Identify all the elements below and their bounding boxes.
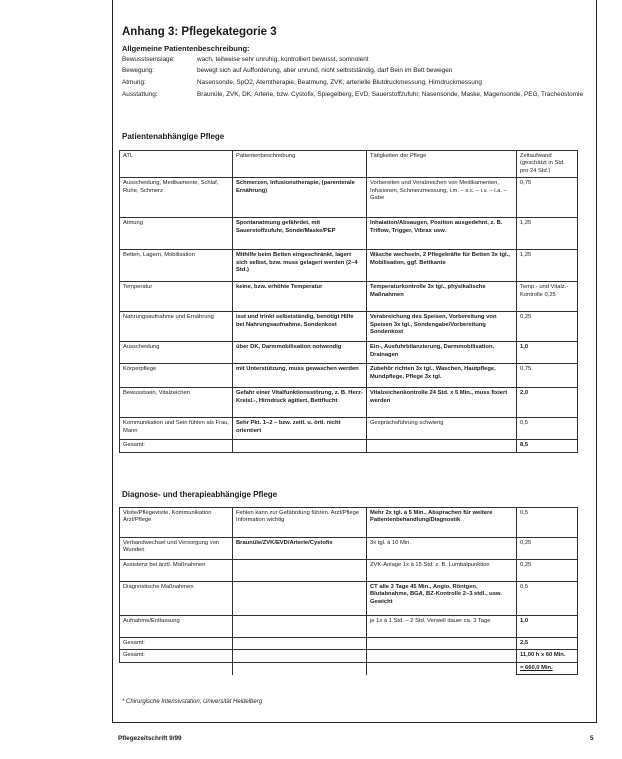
header-patientenbeschreibung: Patientenbeschreibung — [233, 151, 367, 178]
cell-care: Vitalzeichenkontrolle 24 Std. x 5 Min., muss fixiert werden — [367, 388, 517, 418]
section-title-diagnoseabhaengig: Diagnose- und therapieabhängige Pflege — [122, 490, 278, 499]
cell-desc: Schmerzen, Infusionstherapie, (parenterale Ernährung) — [233, 178, 367, 218]
cell-desc: über DK, Darmmobilisation notwendig — [233, 342, 367, 364]
cell-care: Ein-, Ausfuhrbilanzierung, Darmmobilisation, Drainagen — [367, 342, 517, 364]
cell-time: Temp.- und Vitalz.-Kontrolle 0,25 — [517, 282, 578, 312]
cell-time: 0,25 — [517, 312, 578, 342]
info-label: Bewegung: — [122, 67, 154, 74]
cell-atl: Visite/Pflegevisite, Kommunikation Arzt/Pflege — [120, 508, 233, 538]
cell-desc: keine, bzw. erhöhte Temperatur — [233, 282, 367, 312]
total-label: Gesamt: — [120, 638, 233, 650]
cell-time: 0,75 — [517, 364, 578, 388]
total-value: 8,5 — [517, 440, 578, 452]
section-title-patientenabhaengig: Patientenabhängige Pflege — [122, 132, 225, 141]
empty-cell — [367, 650, 517, 662]
cell-desc: Mithilfe beim Betten eingeschränkt, lagert sich selbst, bzw. muss gelagert werden (2–4 Std.) — [233, 250, 367, 282]
cell-care: 3x tgl. à 10 Min. — [367, 538, 517, 560]
empty-cell — [233, 440, 367, 452]
header-atl: ATL — [120, 151, 233, 178]
cell-atl: Ausscheidung — [120, 342, 233, 364]
cell-atl: Ausscheidung, Medikamente, Schlaf, Ruhe, Schmerz — [120, 178, 233, 218]
cell-time: 0,25 — [517, 560, 578, 582]
table-row — [120, 218, 578, 250]
table-row — [120, 364, 578, 388]
info-value: Braunüle, ZVK, DK, Arterie, bzw. Cystofix, Spiegelberg, EVD, Sauerstoffzufuhr, Nasensonde, Maske, Magensonde, PEG, Tracheostomie — [197, 91, 583, 98]
table-row — [120, 312, 578, 342]
info-value: Nasensonde, SpO2, Atemtherapie, Beatmung, ZVK, arterielle Blutdruckmessung, Hirndruckmessung — [197, 79, 482, 86]
cell-atl: Körperpflege — [120, 364, 233, 388]
document-title: Anhang 3: Pflegekategorie 3 — [122, 26, 277, 38]
cell-time: 0,75 — [517, 178, 578, 218]
table-row — [120, 418, 578, 440]
cell-care: Wäsche wechseln, 2 Pflegekräfte für Betten 3x tgl., Mobilisation, ggf. Bettkante — [367, 250, 517, 282]
table-total-row — [120, 638, 578, 650]
cell-time: 0,25 — [517, 538, 578, 560]
page-number: 5 — [590, 735, 594, 742]
cell-desc: Sehr Pkt. 1–2 – bzw. zeitl. u. örtl. nicht orientiert — [233, 418, 367, 440]
footnote: * Chirurgische Intensivstation, Universität Heidelberg — [122, 699, 263, 705]
cell-care: Inhalation/Absaugen, Position ausgedehnt, z. B. Triflow, Trigger, Vibrax usw. — [367, 218, 517, 250]
cell-care: Mehr 2x tgl. à 5 Min., Absprachen für weitere Patientenbehandlung/Diagnostik — [367, 508, 517, 538]
cell-atl: Aufnahme/Entlassung — [120, 616, 233, 638]
table-diagnose-therapie-pflege — [119, 507, 578, 675]
table-row — [120, 560, 578, 582]
table-row — [120, 282, 578, 312]
cell-time: 0,5 — [517, 418, 578, 440]
table-row — [120, 508, 578, 538]
cell-time: 0,5 — [517, 582, 578, 616]
table-row — [120, 178, 578, 218]
cell-care: Verabreichung des Speisen, Vorbereitung von Speisen 3x tgl., Sondengabe/Vorbereitung Sondenkost — [367, 312, 517, 342]
page-border-left — [112, 0, 113, 722]
info-value: bewegt sich auf Aufforderung, aber unrund, nicht selbstständig, darf Bein im Bett bewegen — [197, 67, 453, 74]
info-value: wach, teilweise sehr unruhig, kontrolliert bewusst, somnolent — [197, 56, 369, 63]
cell-care: Temperaturkontrolle 3x tgl., physikalische Maßnahmen — [367, 282, 517, 312]
total-label: Gesamt: — [120, 650, 233, 662]
cell-desc — [233, 582, 367, 616]
empty-cell — [120, 662, 233, 674]
cell-atl: Betten, Lagern, Mobilisation — [120, 250, 233, 282]
cell-time: 1,25 — [517, 250, 578, 282]
cell-care: ZVK-Anlage 1x à 15 Std. z. B. Lumbalpunktion — [367, 560, 517, 582]
cell-atl: Nahrungsaufnahme und Ernährung — [120, 312, 233, 342]
cell-time: 0,5 — [517, 508, 578, 538]
total-value: 2,5 — [517, 638, 578, 650]
header-zeitaufwand: Zeitaufwand (geschätzt in Std. pro 24 Std.) — [517, 151, 578, 178]
cell-atl: Atmung — [120, 218, 233, 250]
info-label: Atmung: — [122, 79, 146, 86]
cell-desc — [233, 560, 367, 582]
cell-care: Zubehör richten 3x tgl., Waschen, Hautpflege, Mundpflege, Pflege 3x tgl. — [367, 364, 517, 388]
table-patientenabhaengige-pflege — [119, 150, 578, 453]
empty-cell — [367, 638, 517, 650]
cell-desc: Gefahr einer Vitalfunktionsstörung, z. B. Herz-Kreisl.-, Hirndruck agitiert, Bettflucht — [233, 388, 367, 418]
total-label: Gesamt: — [120, 440, 233, 452]
table-row — [120, 388, 578, 418]
cell-time: 2,0 — [517, 388, 578, 418]
journal-footer: Pflegezeitschrift 9/99 — [118, 735, 182, 742]
cell-desc: Fehlen kann zur Gefährdung führen. Arzt/Pflege Information wichtig — [233, 508, 367, 538]
header-taetigkeiten: Tätigkeiten der Pflege — [367, 151, 517, 178]
cell-care: je 1x à 1 Std. – 2 Std. Verweil dauer ca. 3 Tage — [367, 616, 517, 638]
total-value: 11,00 h x 60 Min. — [517, 650, 578, 662]
empty-cell — [233, 650, 367, 662]
cell-desc — [233, 616, 367, 638]
table-row — [120, 538, 578, 560]
empty-cell — [233, 638, 367, 650]
cell-desc: Braunüle/ZVK/EVD/Arterie/Cystofix — [233, 538, 367, 560]
cell-care: CT alle 3 Tage 45 Min., Angio, Röntgen, Blutabnahme, BGA, BZ-Kontrolle 2–3 stdl., usw. Gewicht — [367, 582, 517, 616]
cell-time: 1,0 — [517, 342, 578, 364]
cell-desc: mit Unterstützung, muss gewaschen werden — [233, 364, 367, 388]
cell-care: Vorbereiten und Verabreichen von Medikamenten, Infusionen, Schmerzmessung, i.m. – s.c. – i.v. – i.a. – Gabe — [367, 178, 517, 218]
cell-atl: Assistenz bei ärztl. Maßnahmen — [120, 560, 233, 582]
cell-atl: Temperatur — [120, 282, 233, 312]
table-total-row — [120, 440, 578, 452]
table-total-row — [120, 662, 578, 674]
cell-care: Gesprächsführung schwierig — [367, 418, 517, 440]
cell-desc: Spontanatmung gefährdet, mit Sauerstoffzufuhr, Sonde/Maske/PEP — [233, 218, 367, 250]
table-total-row — [120, 650, 578, 662]
empty-cell — [233, 662, 367, 674]
cell-desc: isst und trinkt selbstständig, benötigt Hilfe bei Nahrungsaufnahme, Sondenkost — [233, 312, 367, 342]
cell-atl: Diagnostische Maßnahmen — [120, 582, 233, 616]
table-row — [120, 582, 578, 616]
document-subtitle: Allgemeine Patientenbeschreibung: — [122, 44, 250, 53]
table-header-row — [120, 151, 578, 178]
cell-time: 1,0 — [517, 616, 578, 638]
cell-atl: Kommunikation und Sein fühlen als Frau, Mann — [120, 418, 233, 440]
info-label: Bewusstseinslage: — [122, 56, 175, 63]
page-border-bottom — [112, 722, 597, 723]
total-minutes: = 660,0 Min. — [517, 662, 578, 674]
cell-atl: Verbandwechsel und Versorgung von Wunden — [120, 538, 233, 560]
table-row — [120, 250, 578, 282]
cell-atl: Bewusstsein, Vitalzeichen — [120, 388, 233, 418]
empty-cell — [367, 662, 517, 674]
table-row — [120, 616, 578, 638]
page-border-right — [596, 0, 597, 722]
empty-cell — [367, 440, 517, 452]
cell-time: 1,25 — [517, 218, 578, 250]
table-row — [120, 342, 578, 364]
info-label: Ausstattung: — [122, 91, 158, 98]
